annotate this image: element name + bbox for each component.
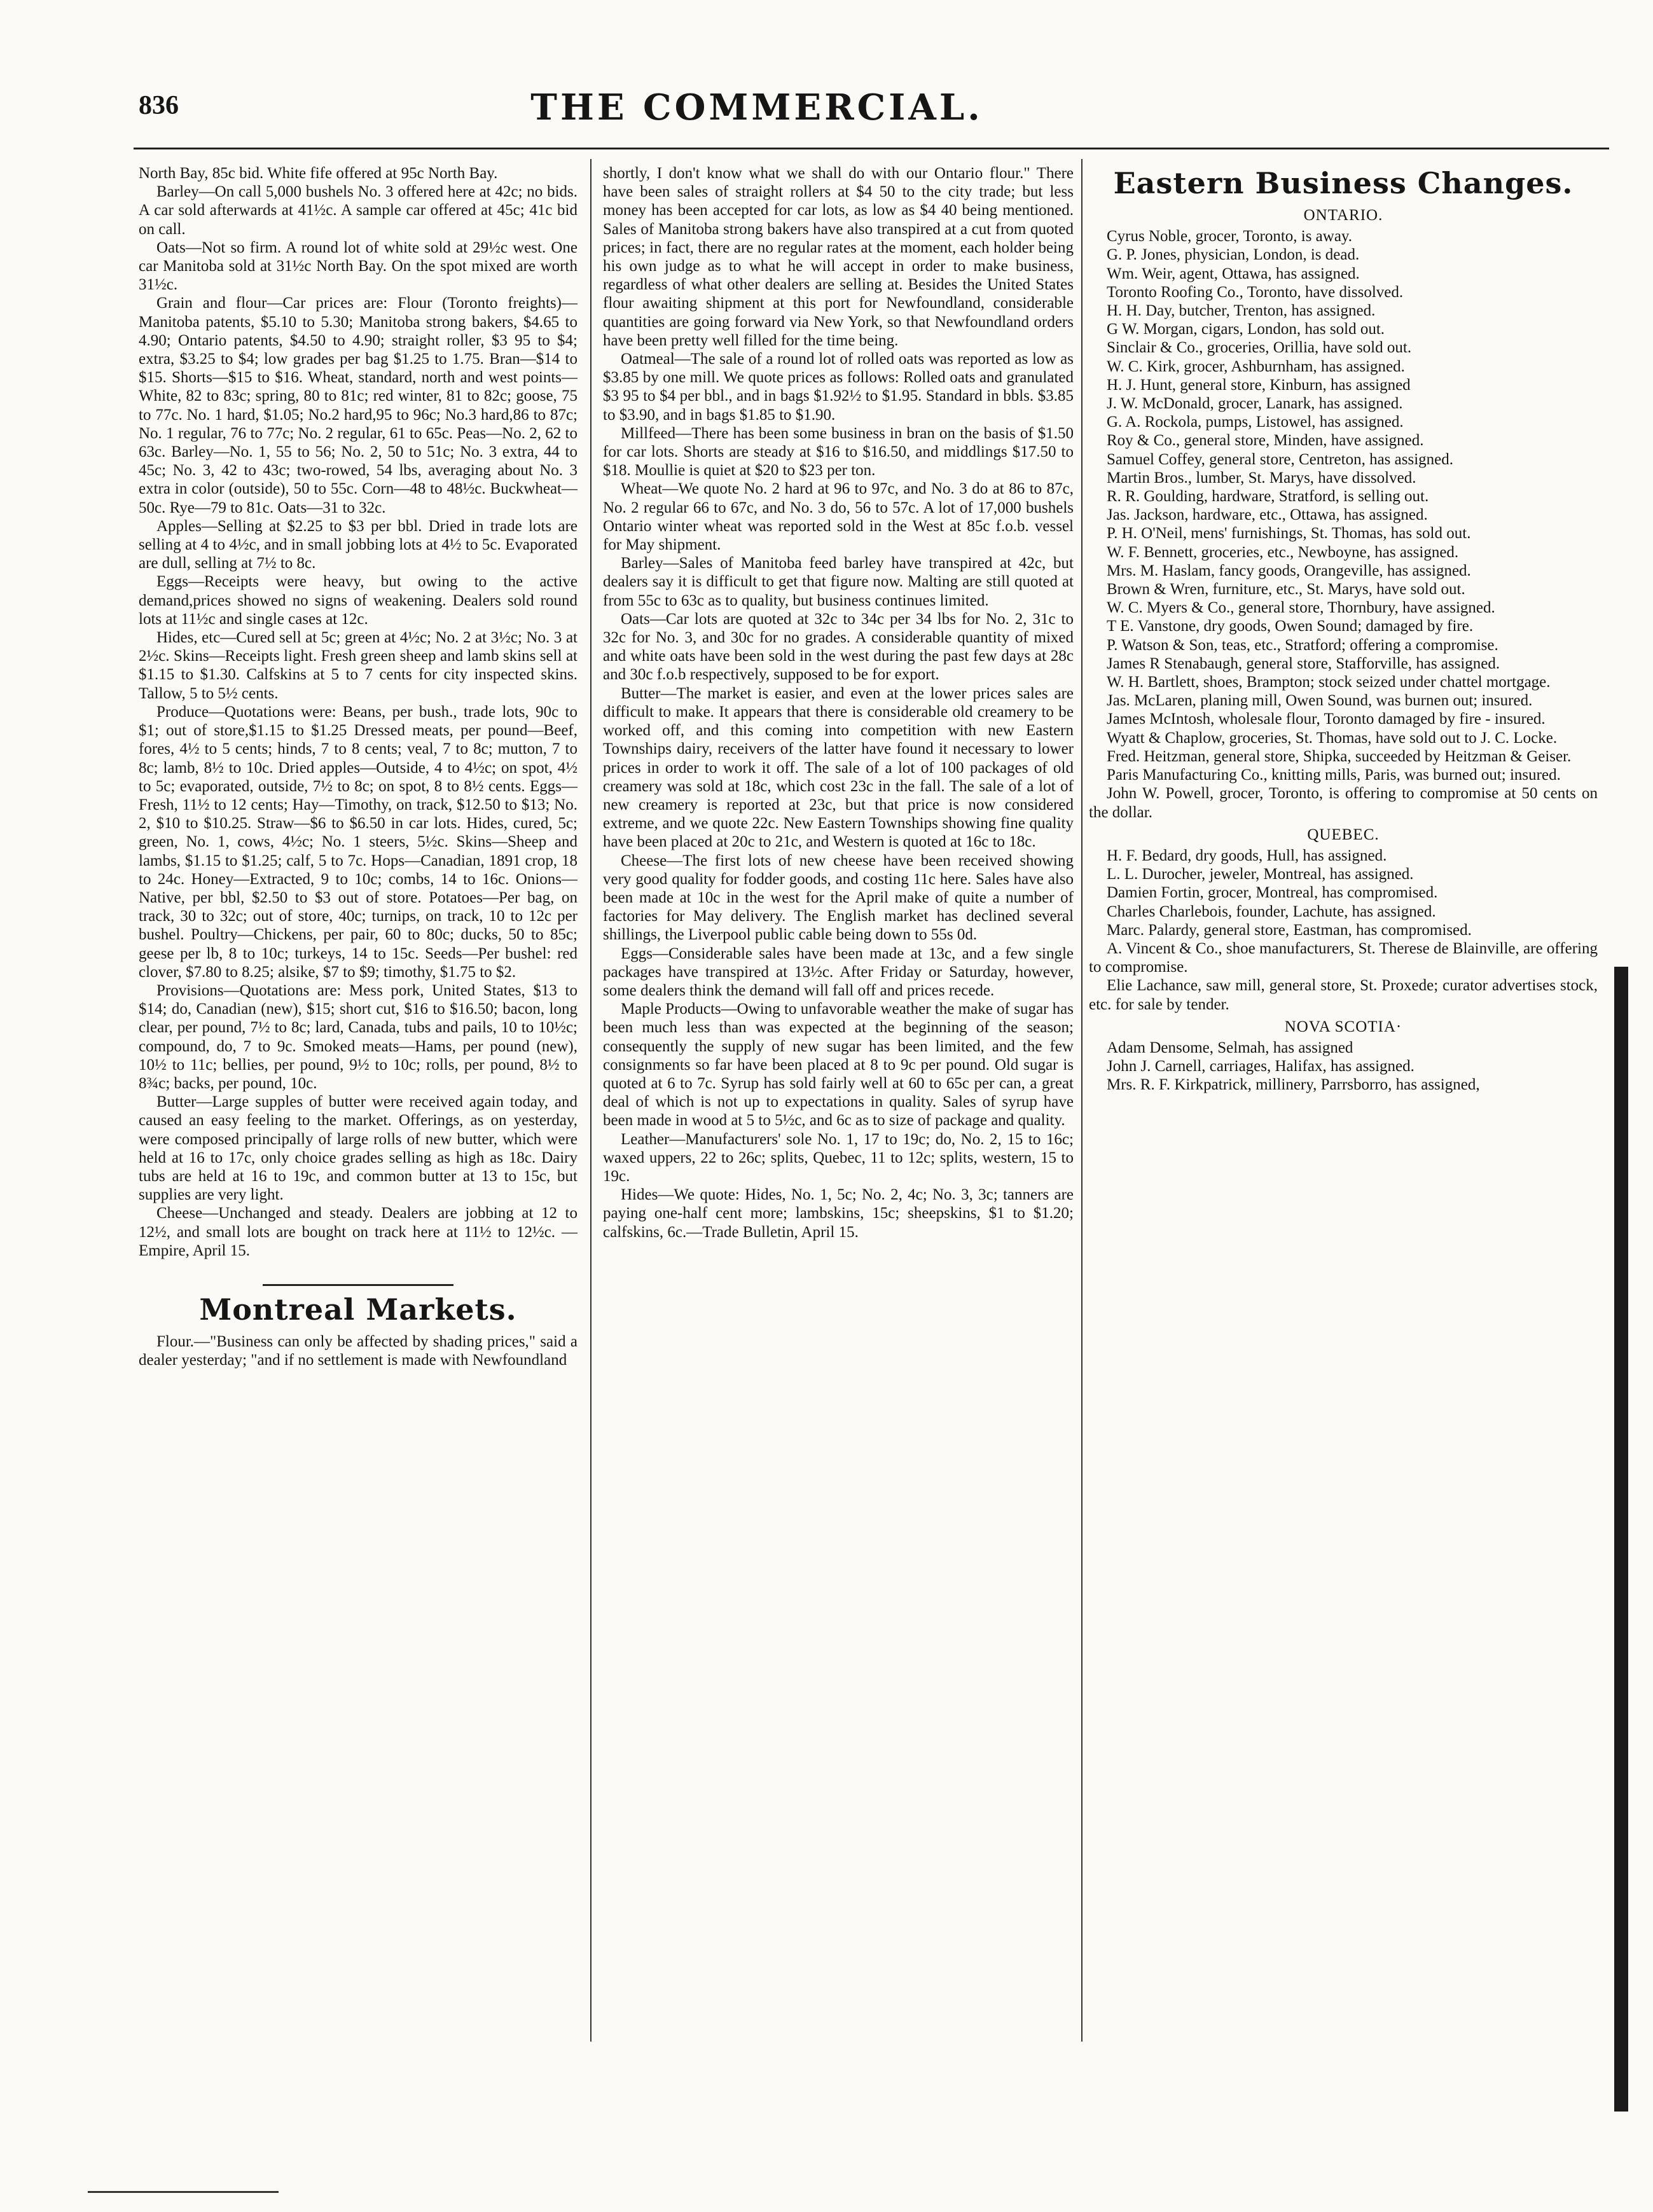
business-change-entry: H. J. Hunt, general store, Kinburn, has assigned bbox=[1107, 376, 1411, 394]
article-paragraph: Butter—The market is easier, and even at the lower prices sales are difficult to make. It appears that there is considerable old creamery to be worked off, and this coming into competition with new Eastern Townships dairy, receivers of the latter have found it necessary to lower prices in order to work it off. The sale of a lot of 100 packages of old creamery was sold at 18c, which cost 23c in the fall. The sale of a lot of new creamery is reported at 23c, but that price is now considered extreme, and we quote 22c. New Eastern Townships showing fine quality have been placed at 20c to 21c, and Western is quoted at 16c to 18c. bbox=[603, 684, 1074, 851]
article-paragraph: Cheese—Unchanged and steady. Dealers are jobbing at 12 to 12½, and small lots are bought on track here at 11½ to 12½c. —Empire, April 15. bbox=[139, 1205, 578, 1259]
business-change-entry: Mrs. R. F. Kirkpatrick, millinery, Parrsborro, has assigned, bbox=[1107, 1076, 1480, 1094]
business-change-entry: G W. Morgan, cigars, London, has sold out. bbox=[1107, 321, 1385, 338]
eastern-business-changes-title: Eastern Business Changes. bbox=[1113, 166, 1573, 200]
quebec-list bbox=[1089, 847, 1598, 1014]
business-change-entry: Toronto Roofing Co., Toronto, have dissolved. bbox=[1107, 283, 1404, 301]
business-change-entry: Adam Densome, Selmah, has assigned bbox=[1107, 1039, 1353, 1056]
business-change-entry: Wm. Weir, agent, Ottawa, has assigned. bbox=[1107, 265, 1360, 282]
article-paragraph: Hides—We quote: Hides, No. 1, 5c; No. 2, 4c; No. 3, 3c; tanners are paying one-half cent more; lambskins, 15c; sheepskins, $1 to $1.20; calfskins, 6c.—Trade Bulletin, April 15. bbox=[603, 1186, 1074, 1241]
business-change-entry: Damien Fortin, grocer, Montreal, has compromised. bbox=[1107, 884, 1438, 902]
article-paragraph: Oats—Not so firm. A round lot of white sold at 29½c west. One car Manitoba sold at 31½c North Bay. On the spot mixed are worth 31½c. bbox=[139, 238, 578, 294]
article-paragraph: Wheat—We quote No. 2 hard at 96 to 97c, and No. 3 do at 86 to 87c, No. 2 regular 66 to 67c, and No. 3 do, 56 to 57c. A lot of 17,000 bushels Ontario winter wheat was reported sold in the West at 85c f.o.b. vessel for May shipment. bbox=[603, 480, 1074, 554]
business-change-entry: H. H. Day, butcher, Trenton, has assigned. bbox=[1107, 302, 1376, 320]
article-paragraph: Apples—Selling at $2.25 to $3 per bbl. Dried in trade lots are selling at 4 to 4½c, and in small jobbing lots at 4½ to 5c. Evaporated are dull, selling at 7½ to 8c. bbox=[139, 517, 578, 572]
business-change-entry: Cyrus Noble, grocer, Toronto, is away. bbox=[1107, 228, 1353, 245]
business-change-entry: H. F. Bedard, dry goods, Hull, has assigned. bbox=[1107, 847, 1387, 864]
business-change-entry: G. P. Jones, physician, London, is dead. bbox=[1107, 246, 1360, 264]
business-change-entry: Elie Lachance, saw mill, general store, St. Proxede; curator advertises stock, etc. for sale by tender. bbox=[1089, 977, 1598, 1013]
article-paragraph: Cheese—The first lots of new cheese have been received showing very good quality for fodder goods, and costing 11c here. Sales have also been made at 10c in the west for the April make of quite a number of factories for May delivery. The English market has declined several shillings, the Liverpool public cable being down to 55s 0d. bbox=[603, 852, 1074, 944]
business-change-entry: Paris Manufacturing Co., knitting mills, Paris, was burned out; insured. bbox=[1107, 766, 1561, 784]
section-divider bbox=[139, 1275, 578, 1288]
article-paragraph: Flour.—"Business can only be affected by shading prices," said a dealer yesterday; "and if no settlement is made with Newfoundland bbox=[139, 1332, 578, 1369]
column-1 bbox=[139, 164, 578, 2104]
business-change-entry: G. A. Rockola, pumps, Listowel, has assigned. bbox=[1107, 413, 1404, 431]
article-paragraph: Barley—On call 5,000 bushels No. 3 offered here at 42c; no bids. A car sold afterwards at 41½c. A sample car offered at 45c; 41c bid on call. bbox=[139, 183, 578, 238]
business-change-entry: James McIntosh, wholesale flour, Toronto damaged by fire - insured. bbox=[1107, 710, 1546, 728]
column-divider-1 bbox=[590, 159, 591, 2042]
business-change-entry: Brown & Wren, furniture, etc., St. Marys, have sold out. bbox=[1107, 581, 1465, 598]
article-paragraph: Eggs—Considerable sales have been made at 13c, and a few single packages have transpired at 13½c. After Friday or Saturday, however, some dealers think the demand will fall off and prices recede. bbox=[603, 944, 1074, 999]
scan-edge-shadow bbox=[1614, 967, 1628, 2112]
article-paragraph: Eggs—Receipts were heavy, but owing to the active demand,prices showed no signs of weakening. Dealers sold round lots at 11½c and single cases at 12c. bbox=[139, 573, 578, 628]
business-change-entry: Jas. McLaren, planing mill, Owen Sound, was burnen out; insured. bbox=[1107, 692, 1533, 710]
business-change-entry: P. H. O'Neil, mens' furnishings, St. Thomas, has sold out. bbox=[1107, 525, 1471, 543]
header-rule bbox=[134, 148, 1609, 149]
business-change-entry: James R Stenabaugh, general store, Stafforville, has assigned. bbox=[1107, 654, 1500, 672]
business-change-entry: Roy & Co., general store, Minden, have assigned. bbox=[1107, 432, 1424, 450]
business-change-entry: Charles Charlebois, founder, Lachute, has assigned. bbox=[1107, 902, 1436, 920]
article-paragraph: Leather—Manufacturers' sole No. 1, 17 to 19c; do, No. 2, 15 to 16c; waxed uppers, 22 to 26c; splits, Quebec, 11 to 12c; splits, western, 15 to 19c. bbox=[603, 1130, 1074, 1185]
masthead-title: THE COMMERCIAL. bbox=[530, 86, 983, 128]
article-paragraph: Produce—Quotations were: Beans, per bush., trade lots, 90c to $1; out of store,$1.15 to $1.25 Dressed meats, per pound—Beef, fores, 4½ to 5 cents; hinds, 7 to 8 cents; veal, 7 to 8c; mutton, 7 to 8c; lamb, 8½ to 10c. Dried apples—Outside, 4 to 4½c; on spot, 4½ to 5c; evaporated, outside, 7½ to 8c; on spot, 8 to 8½ cents. Eggs—Fresh, 11½ to 12 cents; Hay—Timothy, on track, $12.50 to $13; No. 2, $10 to $10.25. Straw—$6 to $6.50 in car lots. Hides, cured, 5c; green, No. 1, cows, 4½c; No. 1 steers, 5½c. Skins—Sheep and lambs, $1.15 to $1.25; calf, 5 to 7c. Hops—Canadian, 1891 crop, 18 to 24c. Honey—Extracted, 9 to 10c; combs, 14 to 16c. Onions—Native, per bbl, $2.50 to $3 out of store. Potatoes—Per bag, on track, 30 to 32c; out of store, 40c; turnips, on track, 10 to 12c per bushel. Poultry—Chickens, per pair, 60 to 80c; ducks, 50 to 85c; geese per lb, 8 to 10c; turkeys, 14 to 15c. Seeds—Per bushel: red clover, $7.80 to 8.25; alsike, $7 to $9; timothy, $1.75 to $2. bbox=[139, 703, 578, 981]
business-change-entry: John W. Powell, grocer, Toronto, is offering to compromise at 50 cents on the dollar. bbox=[1089, 785, 1598, 821]
business-change-entry: John J. Carnell, carriages, Halifax, has assigned. bbox=[1107, 1058, 1414, 1075]
column-2 bbox=[603, 164, 1074, 2072]
nova-scotia-list bbox=[1089, 1039, 1598, 1095]
ontario-heading: ONTARIO. bbox=[1303, 207, 1383, 224]
business-change-entry: W. H. Bartlett, shoes, Brampton; stock seized under chattel mortgage. bbox=[1107, 674, 1551, 691]
montreal-markets-title: Montreal Markets. bbox=[199, 1292, 517, 1327]
article-paragraph: Oats—Car lots are quoted at 32c to 34c per 34 lbs for No. 2, 31c to 32c for No. 3, and 30c for no grades. A considerable quantity of mixed and white oats have been sold in the west during the past few days at 28c and 30c f.o.b respectively, supposed to be for export. bbox=[603, 610, 1074, 684]
article-paragraph: North Bay, 85c bid. White fife offered at 95c North Bay. bbox=[139, 165, 498, 182]
business-change-entry: Jas. Jackson, hardware, etc., Ottawa, has assigned. bbox=[1107, 506, 1428, 524]
business-change-entry: Wyatt & Chaplow, groceries, St. Thomas, have sold out to J. C. Locke. bbox=[1107, 729, 1558, 747]
business-change-entry: R. R. Goulding, hardware, Stratford, is selling out. bbox=[1107, 488, 1429, 506]
business-change-entry: Mrs. M. Haslam, fancy goods, Orangeville, has assigned. bbox=[1107, 562, 1471, 579]
nova-scotia-heading: NOVA SCOTIA· bbox=[1284, 1018, 1402, 1035]
column-divider-2 bbox=[1081, 159, 1082, 2042]
article-paragraph: Oatmeal—The sale of a round lot of rolled oats was reported as low as $3.85 by one mill. We quote prices as follows: Rolled oats and granulated $3 95 to $4 per bbl., and in bags $1.92½ to $1.95. Standard in bbls. $3.85 to $3.90, and in bags $1.85 to $1.90. bbox=[603, 350, 1074, 424]
article-paragraph: Hides, etc—Cured sell at 5c; green at 4½c; No. 2 at 3½c; No. 3 at 2½c. Skins—Receipts light. Fresh green sheep and lamb skins sell at $1.15 to $1.30. Calfskins at 5 to 7 cents for city inspected skins. Tallow, 5 to 5½ cents. bbox=[139, 629, 578, 702]
business-change-entry: Fred. Heitzman, general store, Shipka, succeeded by Heitzman & Geiser. bbox=[1107, 747, 1572, 765]
business-change-entry: A. Vincent & Co., shoe manufacturers, St. Therese de Blainville, are offering to compromise. bbox=[1089, 939, 1598, 976]
column-3 bbox=[1089, 164, 1598, 1500]
business-change-entry: Samuel Coffey, general store, Centreton, has assigned. bbox=[1107, 450, 1453, 468]
article-paragraph: Millfeed—There has been some business in bran on the basis of $1.50 for car lots. Shorts are steady at $16 to $16.50, and middlings $17.50 to $18. Moullie is quiet at $20 to $23 per ton. bbox=[603, 424, 1074, 480]
article-paragraph: Provisions—Quotations are: Mess pork, United States, $13 to $14; do, Canadian (new), $15; short cut, $16 to $16.50; bacon, long clear, per pound, 7½ to 8c; lard, Canada, tubs and pails, 10 to 10½c; compound, do, 7 to 9c. Smoked meats—Hams, per pound (new), 10½ to 11c; bellies, per pound, 9½ to 10c; rolls, per pound, 8½ to 8¾c; backs, per pound, 10c. bbox=[139, 981, 578, 1092]
business-change-entry: Marc. Palardy, general store, Eastman, has compromised. bbox=[1107, 921, 1472, 939]
ontario-list bbox=[1089, 227, 1598, 822]
bottom-rule bbox=[88, 2191, 279, 2193]
article-paragraph: Maple Products—Owing to unfavorable weather the make of sugar has been much less than was expected at the beginning of the season; consequently the supply of new sugar has been limited, and the few consignments so far have been placed at 8 to 9c per pound. Old sugar is quoted at 6 to 7c. Syrup has sold fairly well at 60 to 65c per can, a great deal of which is not up to expectations in quality. Sales of syrup have been made in wood at 5 to 5½c, and 6c as to size of package and quality. bbox=[603, 1000, 1074, 1130]
article-paragraph: Barley—Sales of Manitoba feed barley have transpired at 42c, but dealers say it is difficult to get that figure now. Malting are still quoted at from 55c to 63c as to quality, but business continues limited. bbox=[603, 555, 1074, 609]
quebec-heading: QUEBEC. bbox=[1307, 826, 1380, 843]
business-change-entry: Martin Bros., lumber, St. Marys, have dissolved. bbox=[1107, 469, 1416, 487]
business-change-entry: W. F. Bennett, groceries, etc., Newboyne, has assigned. bbox=[1107, 543, 1459, 561]
article-paragraph: Grain and flour—Car prices are: Flour (Toronto freights)—Manitoba patents, $5.10 to 5.30; Manitoba strong bakers, $4.65 to 4.90; Ontario patents, $4.50 to 4.90; straight roller, $3 95 to $4; extra, $3.25 to $4; low grades per bag $1.25 to 1.75. Bran—$14 to $15. Shorts—$15 to $16. Wheat, standard, north and west points—White, 82 to 83c; spring, 80 to 81c; red winter, 81 to 82c; goose, 75 to 77c. No. 1 hard, $1.05; No.2 hard,95 to 96c; No.3 hard,86 to 87c; No. 1 regular, 76 to 77c; No. 2 regular, 61 to 65c. Peas—No. 2, 62 to 63c. Barley—No. 1, 55 to 56; No. 2, 50 to 51c; No. 3 extra, 44 to 45c; No. 3, 42 to 43c; two-rowed, 54 lbs, averaging about No. 3 extra in color (outside), 50 to 55c. Corn—48 to 48½c. Buckwheat—50c. Rye—79 to 81c. Oats—31 to 32c. bbox=[139, 294, 578, 516]
business-change-entry: L. L. Durocher, jeweler, Montreal, has assigned. bbox=[1107, 866, 1414, 883]
business-change-entry: W. C. Kirk, grocer, Ashburnham, has assigned. bbox=[1107, 357, 1405, 375]
business-change-entry: J. W. McDonald, grocer, Lanark, has assigned. bbox=[1107, 395, 1403, 413]
business-change-entry: T E. Vanstone, dry goods, Owen Sound; damaged by fire. bbox=[1107, 618, 1474, 635]
business-change-entry: P. Watson & Son, teas, etc., Stratford; offering a compromise. bbox=[1107, 636, 1498, 654]
article-paragraph: Butter—Large supples of butter were received again today, and caused an easy feeling to the market. Offerings, as on yesterday, were composed principally of large rolls of new butter, which were held at 16 to 17c, only choice grades selling as high as 18c. Dairy tubs are held at 16 to 19c, and common butter at 13 to 15c, but supplies are very light. bbox=[139, 1093, 578, 1204]
business-change-entry: W. C. Myers & Co., general store, Thornbury, have assigned. bbox=[1107, 599, 1495, 617]
page-number: 836 bbox=[139, 91, 179, 120]
article-paragraph: shortly, I don't know what we shall do with our Ontario flour." There have been sales of straight rollers at $4 50 to the city trade; but less money has been accepted for car lots, as low as $4 40 being mentioned. Sales of Manitoba strong bakers have also transpired at a cut from quoted prices; in fact, there are no regular rates at the moment, each holder being his own judge as to what he will accept in order to make business, regardless of what other dealers are selling at. Besides the United States flour awaiting shipment at this port for Newfoundland, considerable quantities are going forward via New York, so that Newfoundland orders have been pretty well filled for the time being. bbox=[603, 165, 1074, 349]
business-change-entry: Sinclair & Co., groceries, Orillia, have sold out. bbox=[1107, 339, 1412, 357]
